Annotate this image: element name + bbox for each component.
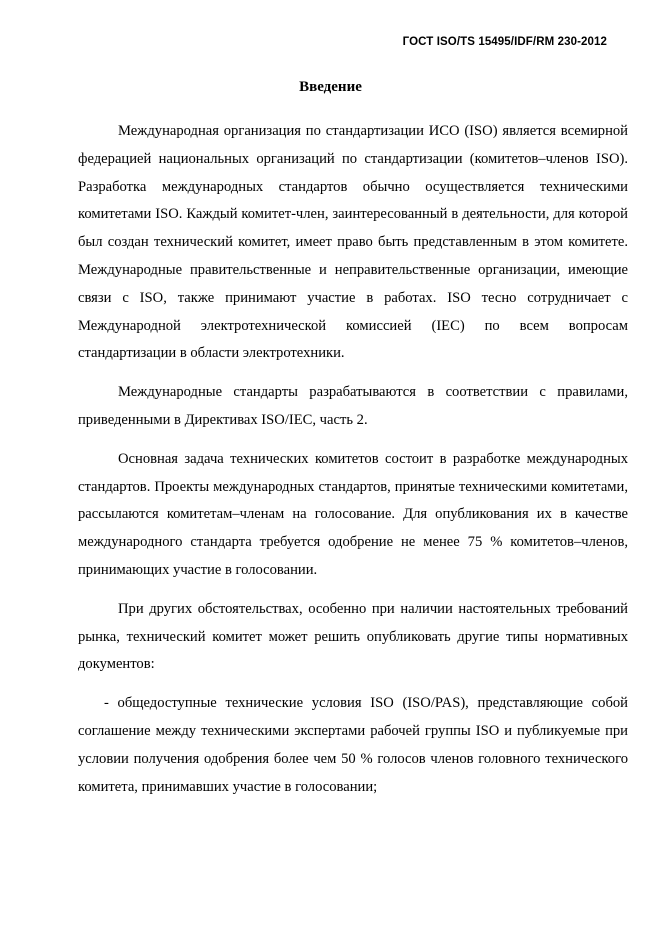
section-title: Введение [299, 79, 362, 95]
paragraph-iso-intro: Международная организация по стандартизации ИСО (ISO) является всемирной федерацией национальных организаций по стандартизации (комитетов–членов ISO). Разработка международных стандартов обычно осуществляется техническими комитетами ISO. Каждый комитет-член, заинтересованный в деятельности, для которой был создан технический комитет, имеет право быть представленным в этом комитете. Международные правительственные и неправительственные организации, имеющие связи с ISO, также принимают участие в работах. ISO тесно сотрудничает с Международной электротехнической комиссией (IEC) по всем вопросам стандартизации в области электротехники. [78, 123, 628, 362]
document-body [78, 118, 628, 812]
list-item-iso-pas: - общедоступные технические условия ISO (ISO/PAS), представляющие собой соглашение между техническими экспертами рабочей группы ISO и публикуемые при условии получения одобрения более чем 50 % голосов членов головного технического комитета, принимавших участие в голосовании; [78, 695, 628, 795]
paragraph-directives: Международные стандарты разрабатываются в соответствии с правилами, приведенными в Директивах ISO/IEC, часть 2. [78, 384, 628, 428]
paragraph-other-circumstances: При других обстоятельствах, особенно при наличии настоятельных требований рынка, технический комитет может решить опубликовать другие типы нормативных документов: [78, 600, 628, 673]
document-code-header: ГОСТ ISO/TS 15495/IDF/RM 230-2012 [402, 36, 607, 48]
paragraph-main-task: Основная задача технических комитетов состоит в разработке международных стандартов. Проекты международных стандартов, принятые техническими комитетами, рассылаются комитетам–членам на голосование. Для опубликования их в качестве международного стандарта требуется одобрение не менее 75 % комитетов–членов, принимающих участие в голосовании. [78, 450, 628, 578]
